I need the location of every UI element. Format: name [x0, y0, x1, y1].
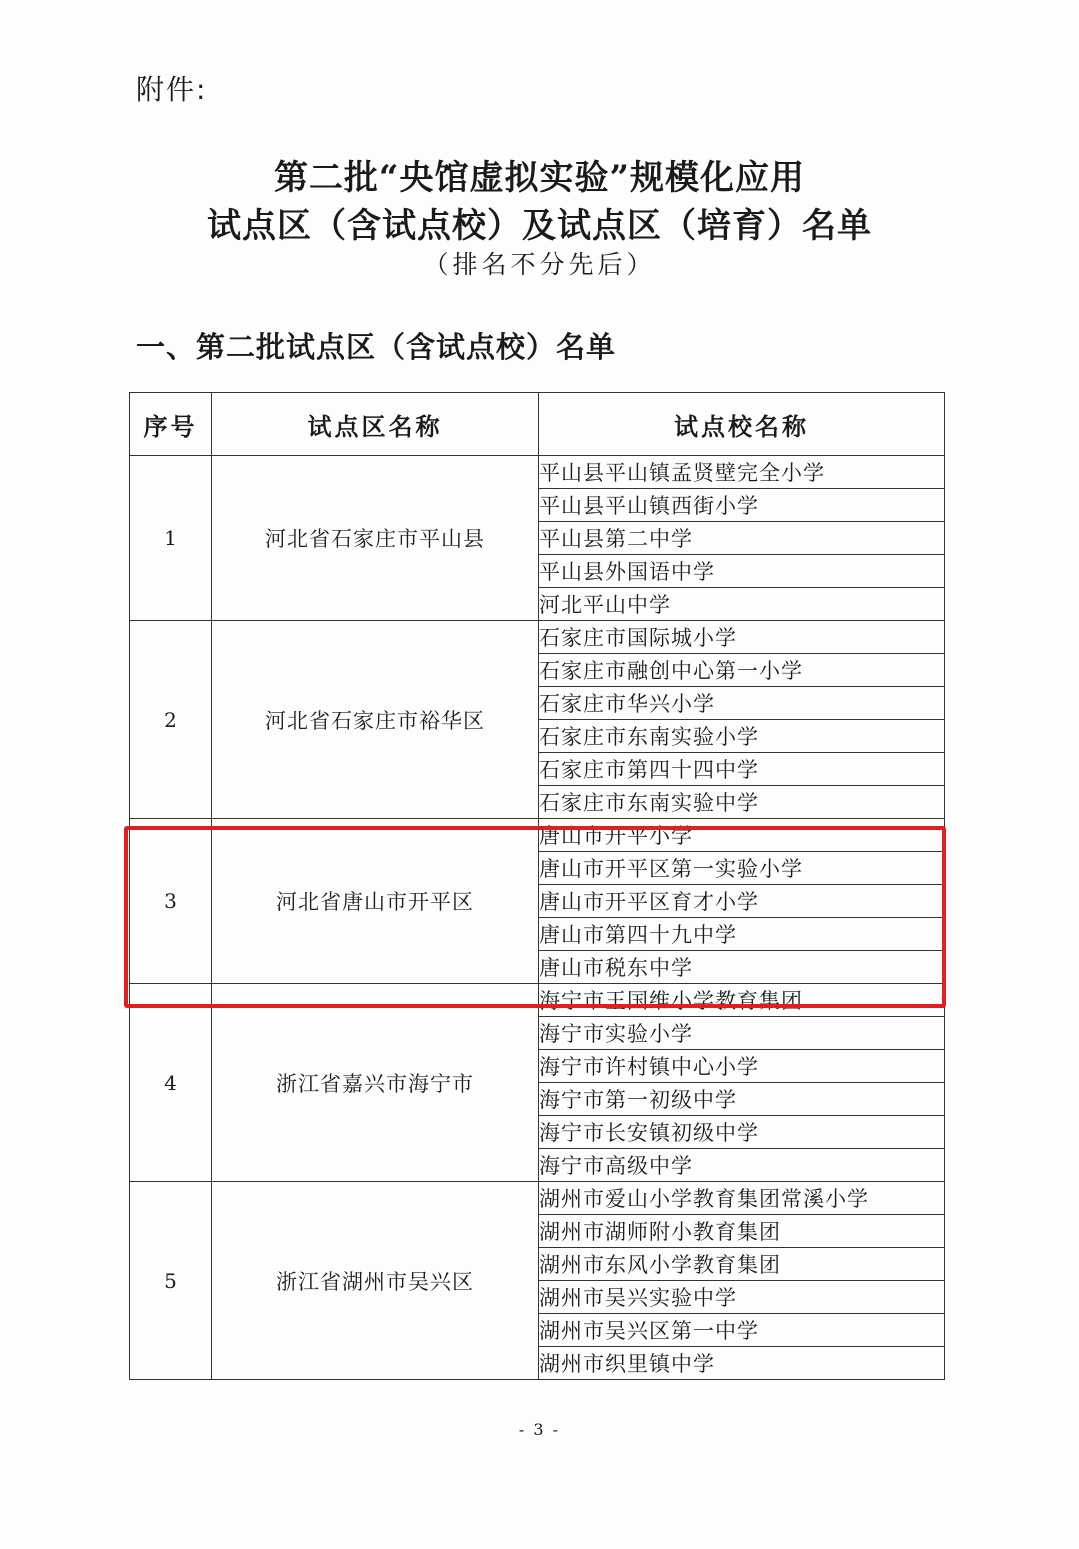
- region-name: 河北省石家庄市裕华区: [212, 621, 539, 819]
- row-index: 5: [130, 1182, 212, 1380]
- school-name: 湖州市织里镇中学: [539, 1347, 945, 1380]
- school-name: 海宁市许村镇中心小学: [539, 1050, 945, 1083]
- school-name: 湖州市东风小学教育集团: [539, 1248, 945, 1281]
- school-name: 湖州市吴兴区第一中学: [539, 1314, 945, 1347]
- school-name: 海宁市实验小学: [539, 1017, 945, 1050]
- row-index: 1: [130, 456, 212, 621]
- region-name: 河北省石家庄市平山县: [212, 456, 539, 621]
- school-name: 平山县平山镇孟贤壁完全小学: [539, 456, 945, 489]
- school-name: 海宁市长安镇初级中学: [539, 1116, 945, 1149]
- table-body: [130, 456, 945, 1380]
- school-name: 石家庄市华兴小学: [539, 687, 945, 720]
- school-name: 平山县外国语中学: [539, 555, 945, 588]
- section-heading: 一、第二批试点区（含试点校）名单: [136, 330, 617, 364]
- school-name: 石家庄市第四十四中学: [539, 753, 945, 786]
- header-index: 序号: [130, 393, 212, 456]
- region-name: 浙江省湖州市吴兴区: [212, 1182, 539, 1380]
- school-name: 平山县平山镇西街小学: [539, 489, 945, 522]
- attachment-label: 附件:: [136, 73, 208, 106]
- row-index: 3: [130, 819, 212, 984]
- region-name: 河北省唐山市开平区: [212, 819, 539, 984]
- region-name: 浙江省嘉兴市海宁市: [212, 984, 539, 1182]
- school-name: 石家庄市东南实验中学: [539, 786, 945, 819]
- table-row: [130, 819, 945, 852]
- school-name: 河北平山中学: [539, 588, 945, 621]
- school-name: 海宁市高级中学: [539, 1149, 945, 1182]
- table-row: [130, 984, 945, 1017]
- pilot-roster-table: [129, 392, 945, 1380]
- page-number: - 3 -: [518, 1420, 561, 1439]
- school-name: 唐山市开平区育才小学: [539, 885, 945, 918]
- school-name: 湖州市湖师附小教育集团: [539, 1215, 945, 1248]
- school-name: 唐山市开平小学: [539, 819, 945, 852]
- table-row: [130, 1182, 945, 1215]
- row-index: 4: [130, 984, 212, 1182]
- document-title-line2: 试点区（含试点校）及试点区（培育）名单: [207, 206, 872, 246]
- header-school: 试点校名称: [539, 393, 945, 456]
- school-name: 海宁市第一初级中学: [539, 1083, 945, 1116]
- table-row: [130, 456, 945, 489]
- document-title-line1: 第二批“央馆虚拟实验”规模化应用: [273, 158, 806, 198]
- school-name: 石家庄市国际城小学: [539, 621, 945, 654]
- school-name: 唐山市开平区第一实验小学: [539, 852, 945, 885]
- school-name: 唐山市第四十九中学: [539, 918, 945, 951]
- header-region: 试点区名称: [212, 393, 539, 456]
- table-row: [130, 621, 945, 654]
- school-name: 石家庄市融创中心第一小学: [539, 654, 945, 687]
- document-subtitle: （排名不分先后）: [423, 250, 656, 279]
- school-name: 湖州市爱山小学教育集团常溪小学: [539, 1182, 945, 1215]
- school-name: 石家庄市东南实验小学: [539, 720, 945, 753]
- school-name: 平山县第二中学: [539, 522, 945, 555]
- school-name: 海宁市王国维小学教育集团: [539, 984, 945, 1017]
- row-index: 2: [130, 621, 212, 819]
- school-name: 唐山市税东中学: [539, 951, 945, 984]
- table-header-row: [130, 393, 945, 456]
- school-name: 湖州市吴兴实验中学: [539, 1281, 945, 1314]
